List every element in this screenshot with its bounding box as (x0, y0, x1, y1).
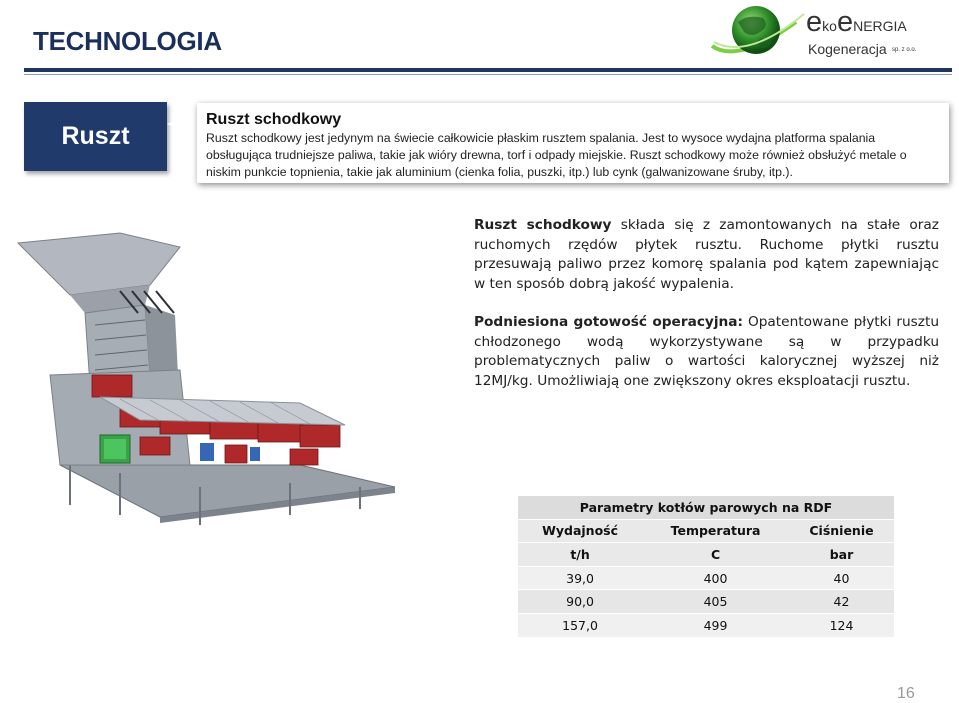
callout-text: Ruszt schodkowy jest jedynym na świecie całkowicie płaskim rusztem spalania. Jest to wysoce wydajna platforma spalania obsługująca trudniejsze paliwa, takie jak wióry drewna, torf i odpady miejskie. Ruszt schodkowy może również obsłużyć metale o niskim punkcie topnienia, takie jak aluminium (cienka folia, puszki, itp.) lub cynk (galwanizowane śruby, itp.). (206, 131, 907, 179)
table-row (518, 590, 894, 614)
table-cell: 39,0 (518, 567, 642, 591)
page-number: 16 (897, 685, 915, 702)
callout-pointer (167, 112, 197, 136)
table-cell: 42 (789, 590, 894, 614)
header-rule (24, 68, 952, 72)
callout-title: Ruszt schodkowy (206, 111, 342, 128)
globe-logo-icon (708, 2, 808, 62)
table-title: Parametry kotłów parowych na RDF (518, 496, 894, 520)
table-cell: 499 (642, 614, 789, 638)
parameters-table (518, 496, 894, 638)
description-paragraph-2: Podniesiona gotowość operacyjna: Opatentowane płytki rusztu chłodzonego wodą wykorzystywane są w przypadku problematycznych paliw o wartości kalorycznej wyższej niż 12MJ/kg. Umożliwiają one zwiększony okres eksploatacji rusztu. (474, 314, 939, 389)
table-header-cell: Wydajność (518, 520, 642, 544)
table-cell: 90,0 (518, 590, 642, 614)
logo-subtitle: Kogeneracja (808, 41, 887, 57)
table-unit-cell: bar (789, 543, 894, 567)
page-title: TECHNOLOGIA (33, 26, 222, 56)
table-cell: 40 (789, 567, 894, 591)
description-paragraph-1: Ruszt schodkowy składa się z zamontowanych na stałe oraz ruchomych rzędów płytek rusztu. Ruchome płytki rusztu przesuwają paliwo przez komorę spalania pod kątem zapewniając w ten sposób dobrą jakość wypalenia. (474, 217, 939, 292)
table-row (518, 567, 894, 591)
table-cell: 157,0 (518, 614, 642, 638)
table-header-cell: Temperatura (642, 520, 789, 544)
section-label: Ruszt (24, 102, 167, 171)
table-cell: 400 (642, 567, 789, 591)
header-rule-thin (24, 74, 952, 75)
company-logo (708, 2, 930, 62)
table-cell: 405 (642, 590, 789, 614)
table-unit-cell: t/h (518, 543, 642, 567)
table-cell: 124 (789, 614, 894, 638)
grate-machine-illustration (0, 225, 410, 535)
table-header-cell: Ciśnienie (789, 520, 894, 544)
table-row (518, 614, 894, 638)
callout-box (197, 103, 949, 183)
table-unit-cell: C (642, 543, 789, 567)
logo-legal: sp. z o.o. (892, 47, 917, 53)
logo-wordmark: ekoeNERGIA (806, 6, 907, 38)
